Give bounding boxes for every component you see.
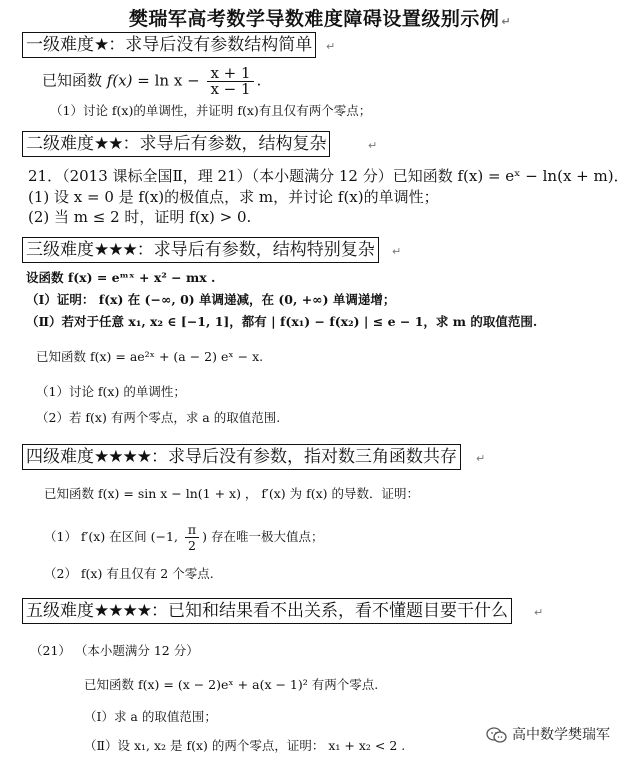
problem-5-line-2 <box>84 677 378 693</box>
level-3-name: 三级难度 <box>26 240 94 260</box>
watermark-text: 高中数学樊瑞军 <box>512 727 610 743</box>
problem-1-end: . <box>256 71 262 90</box>
problem-5-line-4-text: （Ⅱ）设 x₁, x₂ 是 f(x) 的两个零点，证明： x₁ + x₂ < 2 . <box>84 738 406 753</box>
problem-3a-line-2 <box>26 292 395 308</box>
problem-3a-line-1 <box>26 270 215 286</box>
problem-4-line-3-text: （2） f(x) 有且仅有 2 个零点. <box>44 566 214 581</box>
problem-2-line-3-text: (2) 当 m ≤ 2 时，证明 f(x) > 0. <box>28 208 252 226</box>
level-1-stars: ★ <box>94 35 109 55</box>
problem-2-line-1-text: 21．（2013 课标全国Ⅱ，理 21）（本小题满分 12 分）已知函数 f(x) = eˣ − ln(x + m)． <box>28 167 629 185</box>
problem-5-line-3 <box>84 709 217 725</box>
level-2-desc: ：求导后有参数，结构复杂 <box>122 134 327 154</box>
problem-5-line-2-text: 已知函数 f(x) = (x − 2)eˣ + a(x − 1)² 有两个零点. <box>84 677 379 692</box>
level-3-stars: ★★★ <box>94 240 137 260</box>
problem-3b-line-3-text: （2）若 f(x) 有两个零点，求 a 的取值范围. <box>36 410 281 425</box>
problem-3b-line-1-text: 已知函数 f(x) = ae²ˣ + (a − 2) eˣ − x. <box>36 349 264 364</box>
level-3-desc: ：求导后有参数，结构特别复杂 <box>136 240 375 260</box>
problem-4-line-2-end: ) 存在唯一极大值点； <box>202 529 324 544</box>
level-3-heading <box>22 237 379 263</box>
level-2-name: 二级难度 <box>26 134 94 154</box>
problem-1-function: f(x) <box>106 71 133 90</box>
level-4-desc: ：求导后没有参数，指对数三角函数共存 <box>150 447 457 467</box>
level-2-stars: ★★ <box>94 134 123 154</box>
level-5-desc: ：已知和结果看不出关系，看不懂题目要干什么 <box>150 601 508 621</box>
level-4-heading <box>22 444 461 470</box>
paragraph-mark: ↵ <box>392 245 402 258</box>
problem-3a-line-3 <box>26 314 537 330</box>
problem-3b-line-2 <box>36 384 186 400</box>
level-1-desc: ：求导后没有参数结构简单 <box>108 35 313 55</box>
problem-5-line-1-text: （21） （本小题满分 12 分） <box>30 643 199 658</box>
problem-3a-line-2-text: （Ⅰ）证明： f(x) 在 (−∞, 0) 单调递减，在 (0, +∞) 单调递增； <box>26 292 396 307</box>
problem-3b-line-3 <box>36 410 280 426</box>
problem-3b-line-1 <box>36 349 263 365</box>
fraction-denominator: x − 1 <box>210 80 251 98</box>
problem-3b-line-2-text: （1）讨论 f(x) 的单调性； <box>36 384 186 399</box>
problem-1-fraction <box>207 66 253 97</box>
paragraph-mark: ↵ <box>501 15 512 28</box>
fraction-numerator: x + 1 <box>207 66 253 82</box>
problem-4-fraction <box>185 522 199 553</box>
paragraph-mark: ↵ <box>476 452 486 465</box>
level-5-heading <box>22 598 512 624</box>
level-1-name: 一级难度 <box>26 35 94 55</box>
problem-4-line-1-text: 已知函数 f(x) = sin x − ln(1 + x) ， f′(x) 为 f(x) 的导数．证明： <box>44 486 420 501</box>
level-4-stars: ★★★★ <box>94 447 151 467</box>
level-1-heading <box>22 32 316 58</box>
problem-1-statement <box>42 66 261 97</box>
problem-5-line-4 <box>84 738 405 754</box>
paragraph-mark: ↵ <box>368 139 378 152</box>
problem-2-line-2-text: (1) 设 x = 0 是 f(x)的极值点，求 m，并讨论 f(x)的单调性； <box>28 188 439 206</box>
fraction-denominator: 2 <box>188 538 196 553</box>
problem-2-line-3 <box>28 209 251 225</box>
level-5-stars: ★★★★ <box>94 601 151 621</box>
paragraph-mark: ↵ <box>534 606 544 619</box>
watermark <box>486 724 610 744</box>
problem-2-line-2 <box>28 189 439 205</box>
problem-5-line-3-text: （Ⅰ）求 a 的取值范围； <box>84 709 217 724</box>
level-4-name: 四级难度 <box>26 447 94 467</box>
problem-3a-line-1-text: 设函数 f(x) = eᵐˣ + x² − mx . <box>26 270 216 285</box>
problem-4-line-3 <box>44 566 214 582</box>
problem-4-line-2-start: （1） f′(x) 在区间 (−1, <box>44 529 178 544</box>
problem-5-line-1 <box>30 643 199 659</box>
paragraph-mark: ↵ <box>326 40 336 53</box>
level-5-name: 五级难度 <box>26 601 94 621</box>
title-text: 樊瑞军高考数学导数难度障碍设置级别示例 <box>128 8 500 30</box>
problem-4-line-1 <box>44 486 419 502</box>
fraction-numerator: π <box>185 522 199 538</box>
wechat-icon <box>486 726 508 744</box>
problem-1-part-1 <box>50 103 371 119</box>
problem-1-equation: = ln x − <box>137 71 200 90</box>
level-2-heading <box>22 131 330 157</box>
problem-3a-line-3-text: （Ⅱ）若对于任意 x₁, x₂ ∈ [−1, 1]，都有 | f(x₁) − f(x₂) | ≤ e − 1，求 m 的取值范围. <box>26 314 538 329</box>
problem-1-lead: 已知函数 <box>42 71 103 90</box>
problem-4-line-2 <box>44 522 323 553</box>
problem-2-line-1 <box>28 168 629 184</box>
problem-1-part-1-text: （1）讨论 f(x)的单调性，并证明 f(x)有且仅有两个零点； <box>50 103 372 118</box>
page-title <box>0 4 640 31</box>
